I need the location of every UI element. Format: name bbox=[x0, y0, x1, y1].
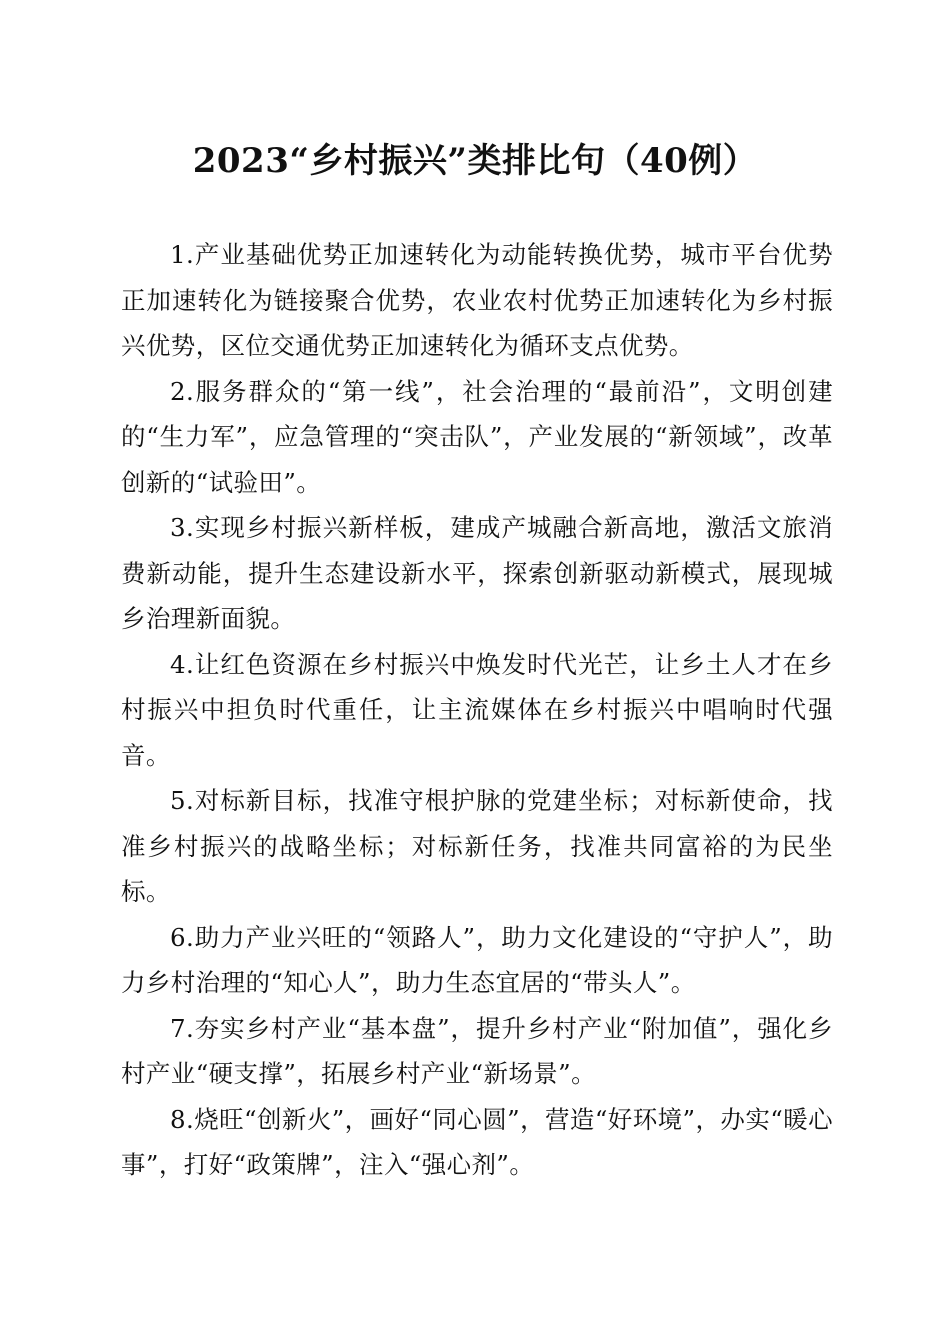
document-body bbox=[121, 232, 833, 1188]
document-title: 2023“乡村振兴”类排比句（40例） bbox=[192, 141, 758, 181]
paragraph-7: 7.夯实乡村产业“基本盘”，提升乡村产业“附加值”，强化乡村产业“硬支撑”，拓展乡村产业“新场景”。 bbox=[121, 1013, 833, 1088]
paragraph-1: 1.产业基础优势正加速转化为动能转换优势，城市平台优势正加速转化为链接聚合优势，农业农村优势正加速转化为乡村振兴优势，区位交通优势正加速转化为循环支点优势。 bbox=[121, 240, 833, 360]
paragraph-3: 3.实现乡村振兴新样板，建成产城融合新高地，激活文旅消费新动能，提升生态建设新水平，探索创新驱动新模式，展现城乡治理新面貌。 bbox=[121, 513, 833, 633]
paragraph-4: 4.让红色资源在乡村振兴中焕发时代光芒，让乡土人才在乡村振兴中担负时代重任，让主流媒体在乡村振兴中唱响时代强音。 bbox=[121, 649, 833, 770]
paragraph-2: 2.服务群众的“第一线”，社会治理的“最前沿”，文明创建的“生力军”，应急管理的“突击队”，产业发展的“新领域”，改革创新的“试验田”。 bbox=[121, 376, 833, 497]
paragraph-6: 6.助力产业兴旺的“领路人”，助力文化建设的“守护人”，助力乡村治理的“知心人”，助力生态宜居的“带头人”。 bbox=[121, 922, 833, 997]
paragraph-5: 5.对标新目标，找准守根护脉的党建坐标；对标新使命，找准乡村振兴的战略坐标；对标新任务，找准共同富裕的为民坐标。 bbox=[121, 786, 833, 906]
paragraph-8: 8.烧旺“创新火”，画好“同心圆”，营造“好环境”，办实“暖心事”，打好“政策牌”，注入“强心剂”。 bbox=[121, 1104, 833, 1179]
